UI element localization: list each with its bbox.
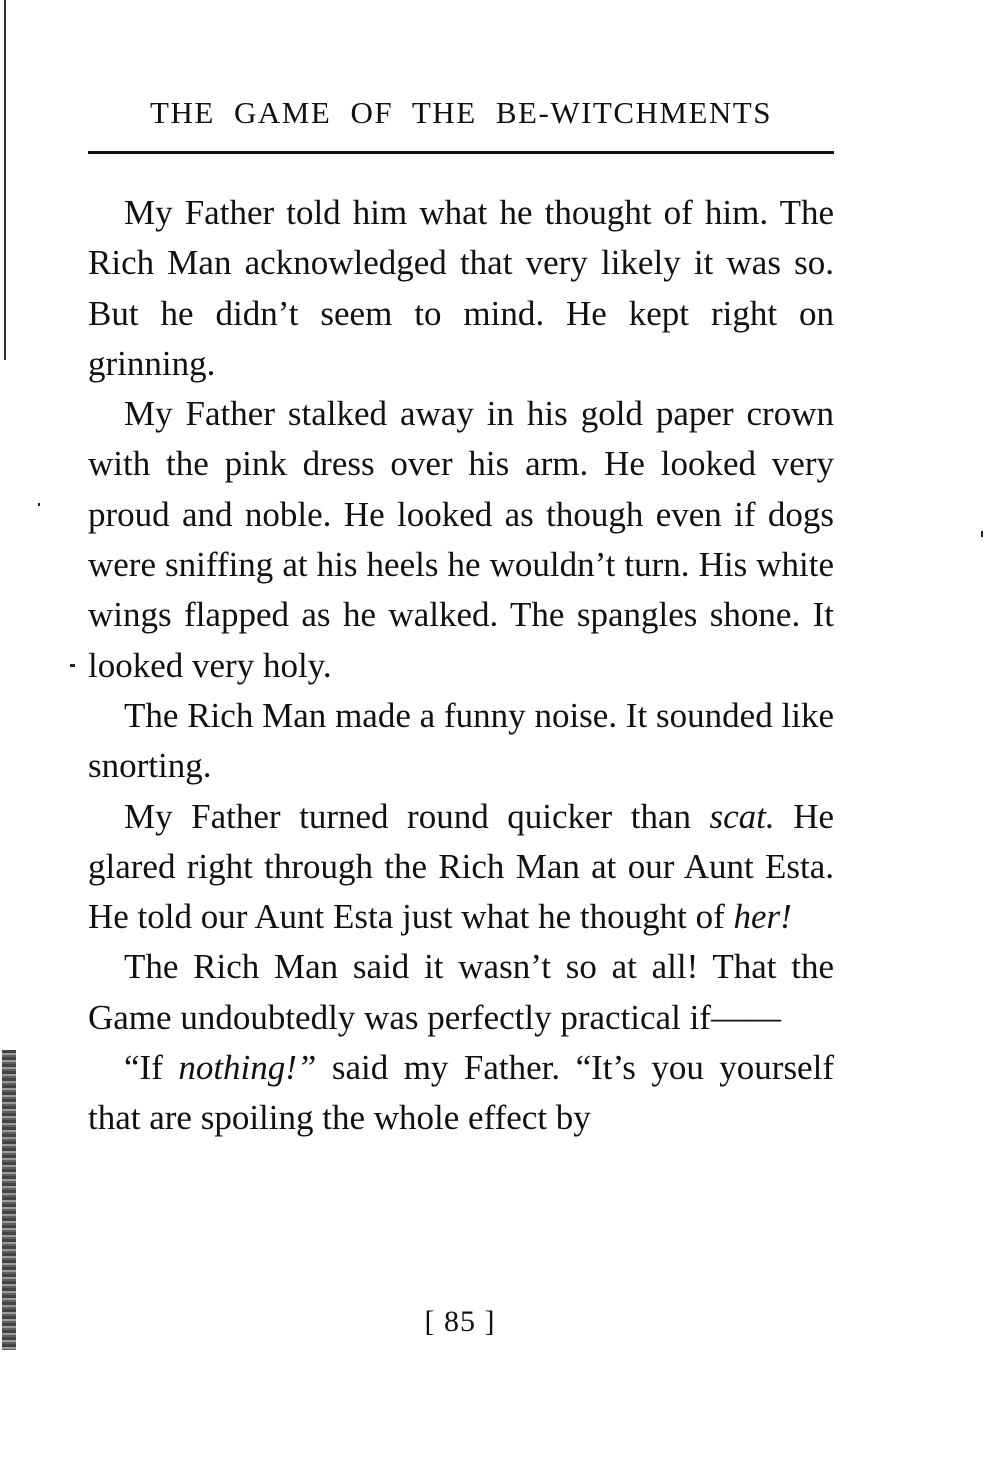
ink-speck <box>981 531 983 537</box>
text-run: My Father turned round quicker than <box>124 796 710 836</box>
page-left-edge <box>4 0 6 360</box>
paragraph <box>88 389 834 691</box>
paragraph <box>88 1043 834 1144</box>
paragraph <box>88 188 834 389</box>
text-run: My Father told him what he thought of him. The Rich Man acknowledged that very likely it was so. But he didn’t seem to mind. He kept right on grinning. <box>88 193 834 383</box>
text-run: said my Father. “It’s you yourself that are spoiling the whole effect by <box>88 1048 834 1138</box>
italic-text: scat. <box>709 796 775 836</box>
text-run: The Rich Man made a funny noise. It sounded like snorting. <box>88 695 834 786</box>
text-run: He glared right through the Rich Man at our Aunt Esta. He told our Aunt Esta just what he thought of <box>88 796 835 937</box>
text-run: My Father stalked away in his gold paper crown with the pink dress over his arm. He looked very proud and noble. He looked as though even if dogs were sniffing at his heels he wouldn’t turn. His white wings flapped as he walked. The spangles shone. It looked very holy. <box>88 394 834 685</box>
page-number: [ 85 ] <box>424 1305 496 1338</box>
header-rule <box>88 151 834 154</box>
ink-speck <box>70 664 75 667</box>
italic-text: nothing!” <box>178 1048 317 1088</box>
paragraph <box>88 792 834 943</box>
paragraph <box>88 942 834 1043</box>
ink-speck <box>38 503 40 506</box>
running-header: THE GAME OF THE BE-WITCHMENTS <box>150 95 772 130</box>
text-run: “If <box>124 1048 179 1088</box>
italic-text: her! <box>733 897 792 937</box>
text-run: The Rich Man said it wasn’t so at all! That the Game undoubtedly was perfectly practical if—— <box>88 947 834 1037</box>
paragraph <box>88 691 834 792</box>
body-text <box>88 188 834 1144</box>
